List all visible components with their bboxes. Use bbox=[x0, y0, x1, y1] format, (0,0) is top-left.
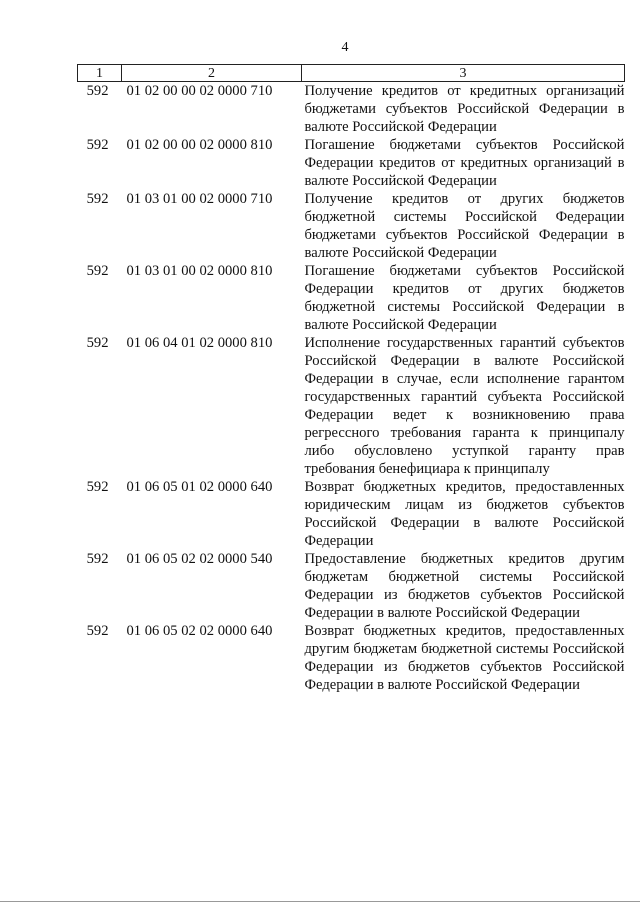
column-header-1: 1 bbox=[78, 65, 122, 82]
budget-classification-code: 01 03 01 00 02 0000 710 bbox=[126, 191, 273, 207]
table-row bbox=[78, 550, 625, 622]
table-row bbox=[78, 622, 625, 694]
source-description: Возврат бюджетных кредитов, предоставленных юридическим лицам из бюджетов субъектов Российской Федерации в валюте Российской Федерации bbox=[304, 479, 625, 549]
budget-sources-table bbox=[77, 64, 625, 694]
source-description: Возврат бюджетных кредитов, предоставленных другим бюджетам бюджетной системы Российской Федерации из бюджетов субъектов Российской Федерации в валюте Российской Федерации bbox=[304, 623, 625, 693]
column-header-3: 3 bbox=[302, 65, 625, 82]
budget-classification-code: 01 02 00 00 02 0000 810 bbox=[126, 137, 273, 153]
admin-code: 592 bbox=[86, 551, 109, 567]
budget-classification-code: 01 06 05 02 02 0000 640 bbox=[126, 623, 273, 639]
table-header-row bbox=[78, 65, 625, 82]
budget-classification-code: 01 06 05 02 02 0000 540 bbox=[126, 551, 273, 567]
table-row bbox=[78, 82, 625, 137]
source-description: Погашение бюджетами субъектов Российской Федерации кредитов от других бюджетов бюджетной системы Российской Федерации в валюте Российской Федерации bbox=[304, 263, 625, 333]
table-row bbox=[78, 478, 625, 550]
column-header-2: 2 bbox=[122, 65, 302, 82]
admin-code: 592 bbox=[86, 137, 109, 153]
source-description: Получение кредитов от кредитных организаций бюджетами субъектов Российской Федерации в валюте Российской Федерации bbox=[304, 83, 625, 135]
source-description: Погашение бюджетами субъектов Российской Федерации кредитов от кредитных организаций в валюте Российской Федерации bbox=[304, 137, 625, 189]
table-row bbox=[78, 262, 625, 334]
source-description: Предоставление бюджетных кредитов другим бюджетам бюджетной системы Российской Федерации из бюджетов субъектов Российской Федерации в валюте Российской Федерации bbox=[304, 551, 625, 621]
table-row bbox=[78, 334, 625, 478]
page-number: 4 bbox=[341, 40, 349, 55]
budget-classification-code: 01 03 01 00 02 0000 810 bbox=[126, 263, 273, 279]
admin-code: 592 bbox=[86, 479, 109, 495]
source-description: Получение кредитов от других бюджетов бюджетной системы Российской Федерации бюджетами субъектов Российской Федерации в валюте Российской Федерации bbox=[304, 191, 625, 261]
table-row bbox=[78, 136, 625, 190]
admin-code: 592 bbox=[86, 83, 109, 99]
budget-classification-code: 01 06 05 01 02 0000 640 bbox=[126, 479, 273, 495]
source-description: Исполнение государственных гарантий субъектов Российской Федерации в валюте Российской Федерации в случае, если исполнение гарантом государственных гарантий субъекта Российской Федерации ведет к возникновению права регрессного требования гаранта к принципалу либо обусловлено уступкой гаранту прав требования бенефициара к принципалу bbox=[304, 335, 625, 477]
page-bottom-rule bbox=[0, 901, 640, 902]
admin-code: 592 bbox=[86, 263, 109, 279]
admin-code: 592 bbox=[86, 191, 109, 207]
admin-code: 592 bbox=[86, 335, 109, 351]
budget-classification-code: 01 06 04 01 02 0000 810 bbox=[126, 335, 273, 351]
admin-code: 592 bbox=[86, 623, 109, 639]
budget-classification-code: 01 02 00 00 02 0000 710 bbox=[126, 83, 273, 99]
table-row bbox=[78, 190, 625, 262]
